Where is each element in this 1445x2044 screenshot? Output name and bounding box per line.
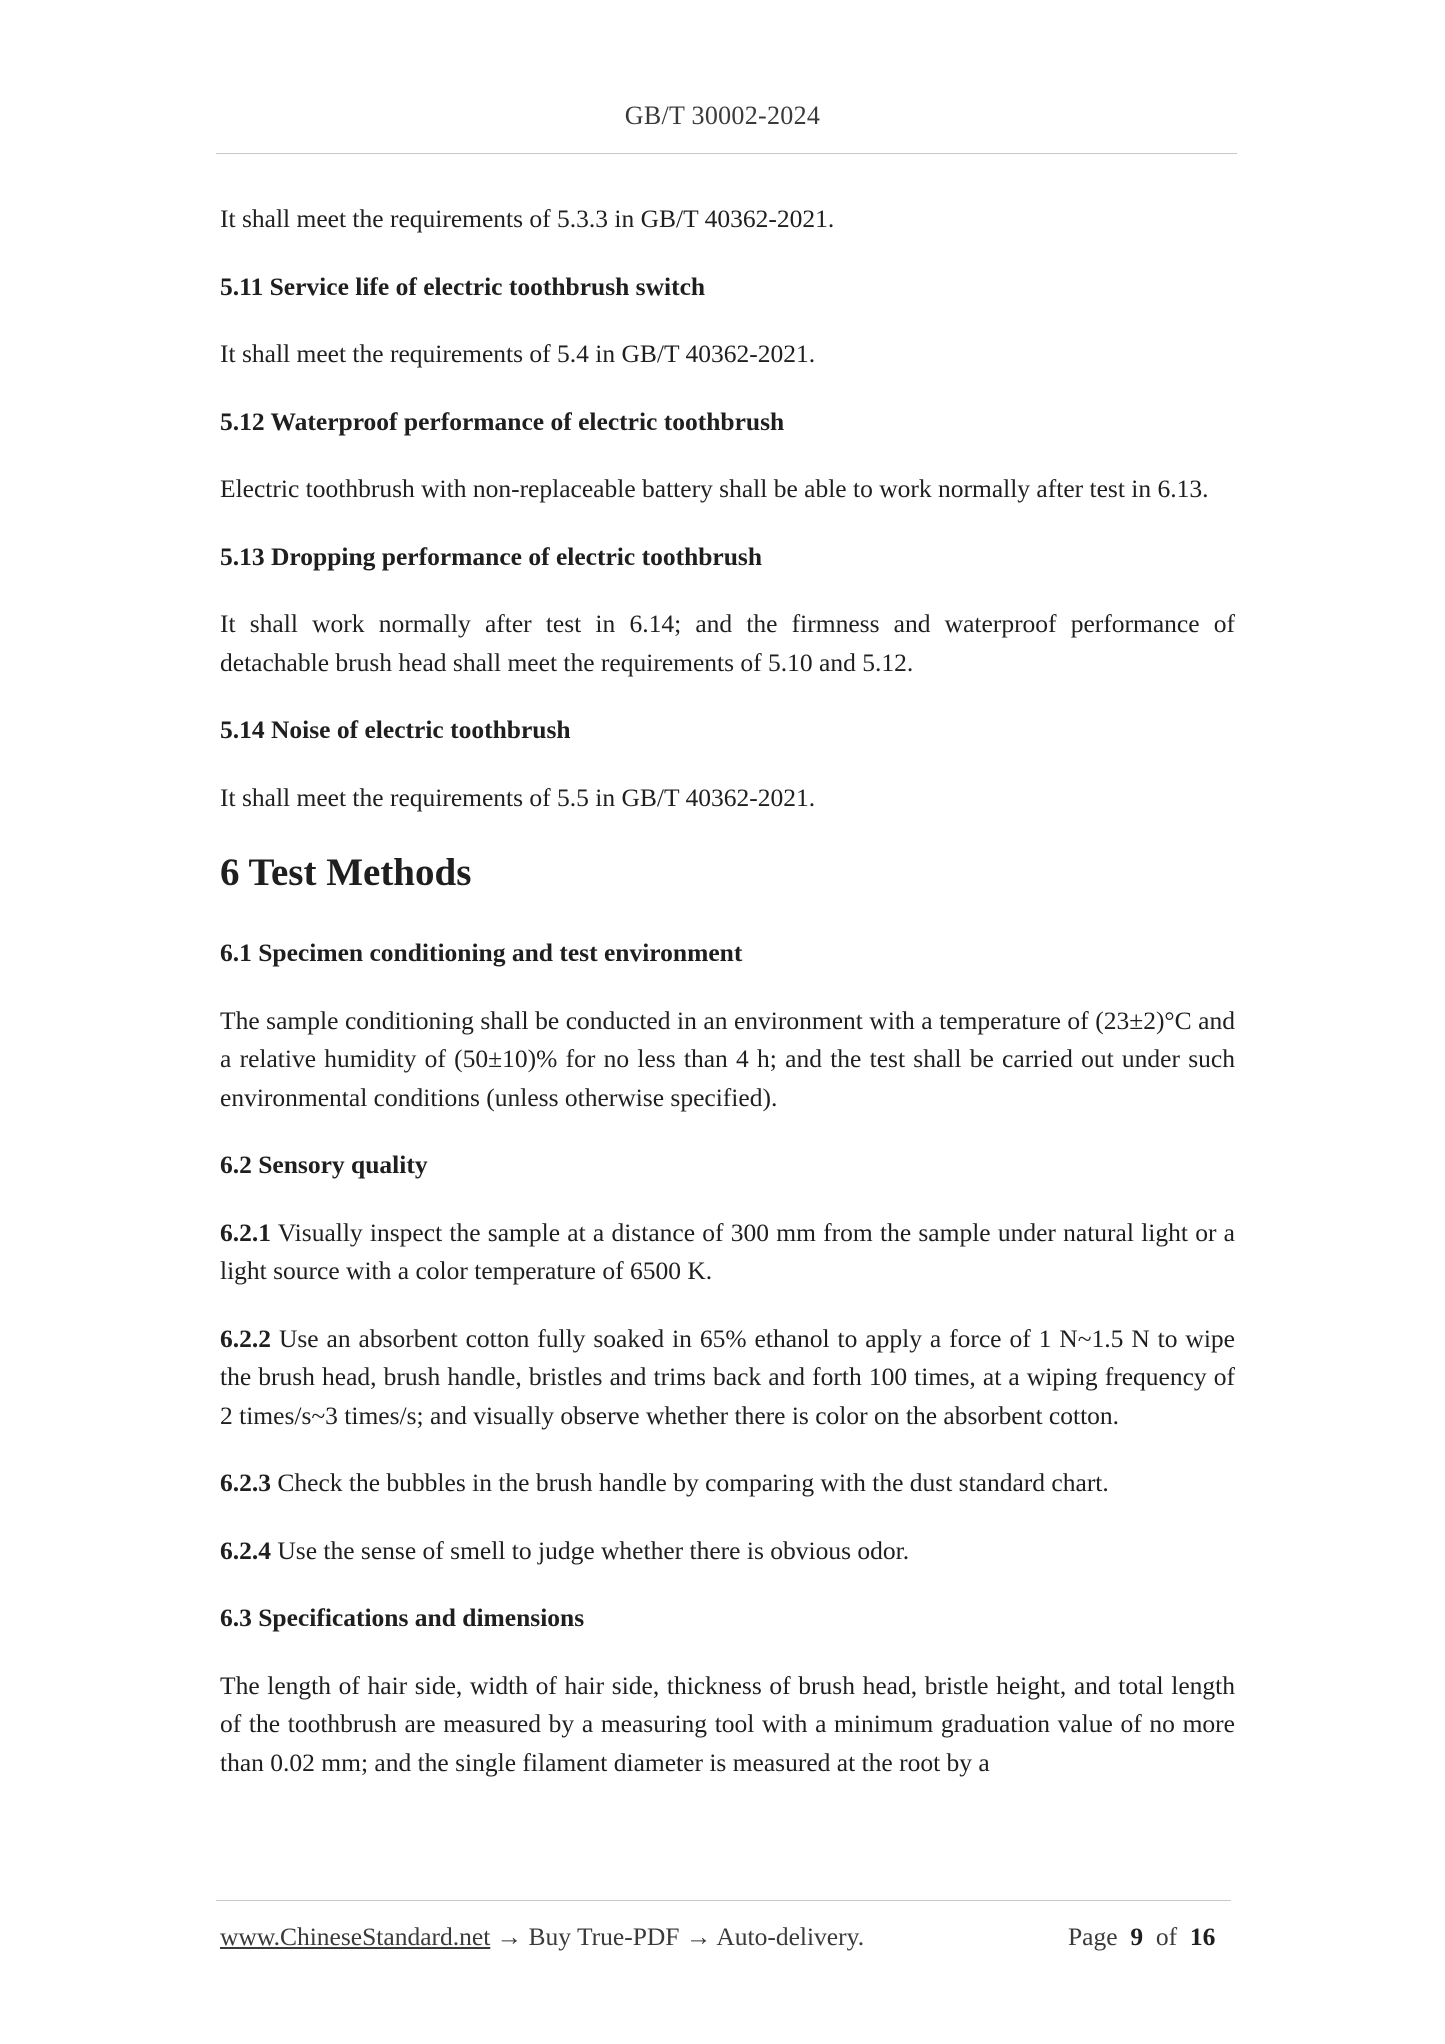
of-label: of	[1155, 1922, 1178, 1951]
section-heading-5-13: 5.13 Dropping performance of electric toothbrush	[220, 541, 763, 571]
section-heading-6-3: 6.3 Specifications and dimensions	[220, 1603, 585, 1632]
clause-text: Use the sense of smell to judge whether there is obvious odor.	[277, 1535, 910, 1565]
section-heading-5-14: 5.14 Noise of electric toothbrush	[220, 715, 571, 744]
page-indicator	[1068, 1922, 1215, 1952]
paragraph: The length of hair side, width of hair side, thickness of brush head, bristle height, and total length of the toothbrush are measured by a measuring tool with a minimum graduation value of no more than 0.02 mm; and the single filament diameter is measured at the root by a	[220, 1670, 1235, 1777]
document-header-title: GB/T 30002-2024	[624, 101, 821, 130]
numbered-paragraph	[220, 1464, 1235, 1503]
section-heading-5-12: 5.12 Waterproof performance of electric toothbrush	[220, 406, 785, 436]
clause-number: 6.2.2	[220, 1323, 271, 1353]
footer-divider	[216, 1900, 1231, 1901]
chapter-heading-6: 6 Test Methods	[220, 851, 472, 894]
paragraph: It shall meet the requirements of 5.4 in GB/T 40362-2021.	[220, 339, 816, 368]
document-body	[220, 200, 1235, 1811]
numbered-paragraph	[220, 1320, 1235, 1436]
numbered-paragraph	[220, 1532, 1235, 1571]
clause-number: 6.2.1	[220, 1217, 271, 1247]
paragraph: It shall meet the requirements of 5.5 in GB/T 40362-2021.	[220, 782, 816, 812]
paragraph: It shall work normally after test in 6.14; and the firmness and waterproof performance of detachable brush head shall meet the requirements of 5.10 and 5.12.	[220, 609, 1235, 677]
website-link[interactable]: www.ChineseStandard.net	[220, 1922, 491, 1951]
paragraph: Electric toothbrush with non-replaceable battery shall be able to work normally after test in 6.13.	[220, 474, 1209, 503]
clause-number: 6.2.3	[220, 1468, 271, 1497]
footer-promo	[220, 1922, 864, 1952]
section-heading-5-11: 5.11 Service life of electric toothbrush switch	[220, 271, 706, 301]
clause-text: Check the bubbles in the brush handle by comparing with the dust standard chart.	[277, 1468, 1109, 1497]
clause-text: Visually inspect the sample at a distance of 300 mm from the sample under natural light or a light source with a color temperature of 6500 K.	[220, 1217, 1236, 1285]
section-heading-6-1: 6.1 Specimen conditioning and test environment	[220, 938, 743, 967]
footer-promo-text: → Buy True-PDF → Auto-delivery.	[490, 1922, 865, 1951]
paragraph: The sample conditioning shall be conducted in an environment with a temperature of (23±2)°C and a relative humidity of (50±10)% for no less than 4 h; and the test shall be carried out under such environmental conditions (unless otherwise specified).	[220, 1005, 1235, 1112]
numbered-paragraph	[220, 1214, 1235, 1291]
page-label: Page	[1068, 1922, 1118, 1951]
clause-text: Use an absorbent cotton fully soaked in 65% ethanol to apply a force of 1 N~1.5 N to wipe the brush head, brush handle, bristles and trims back and forth 100 times, at a wiping frequency of 2 times/s~3 times/s; and visually observe whether there is color on the absorbent cotton.	[220, 1323, 1235, 1430]
section-heading-6-2: 6.2 Sensory quality	[220, 1150, 428, 1179]
page-current: 9	[1130, 1922, 1144, 1951]
paragraph: It shall meet the requirements of 5.3.3 in GB/T 40362-2021.	[220, 204, 835, 233]
header-divider	[216, 153, 1237, 154]
page-total: 16	[1189, 1922, 1216, 1951]
clause-number: 6.2.4	[220, 1535, 271, 1565]
